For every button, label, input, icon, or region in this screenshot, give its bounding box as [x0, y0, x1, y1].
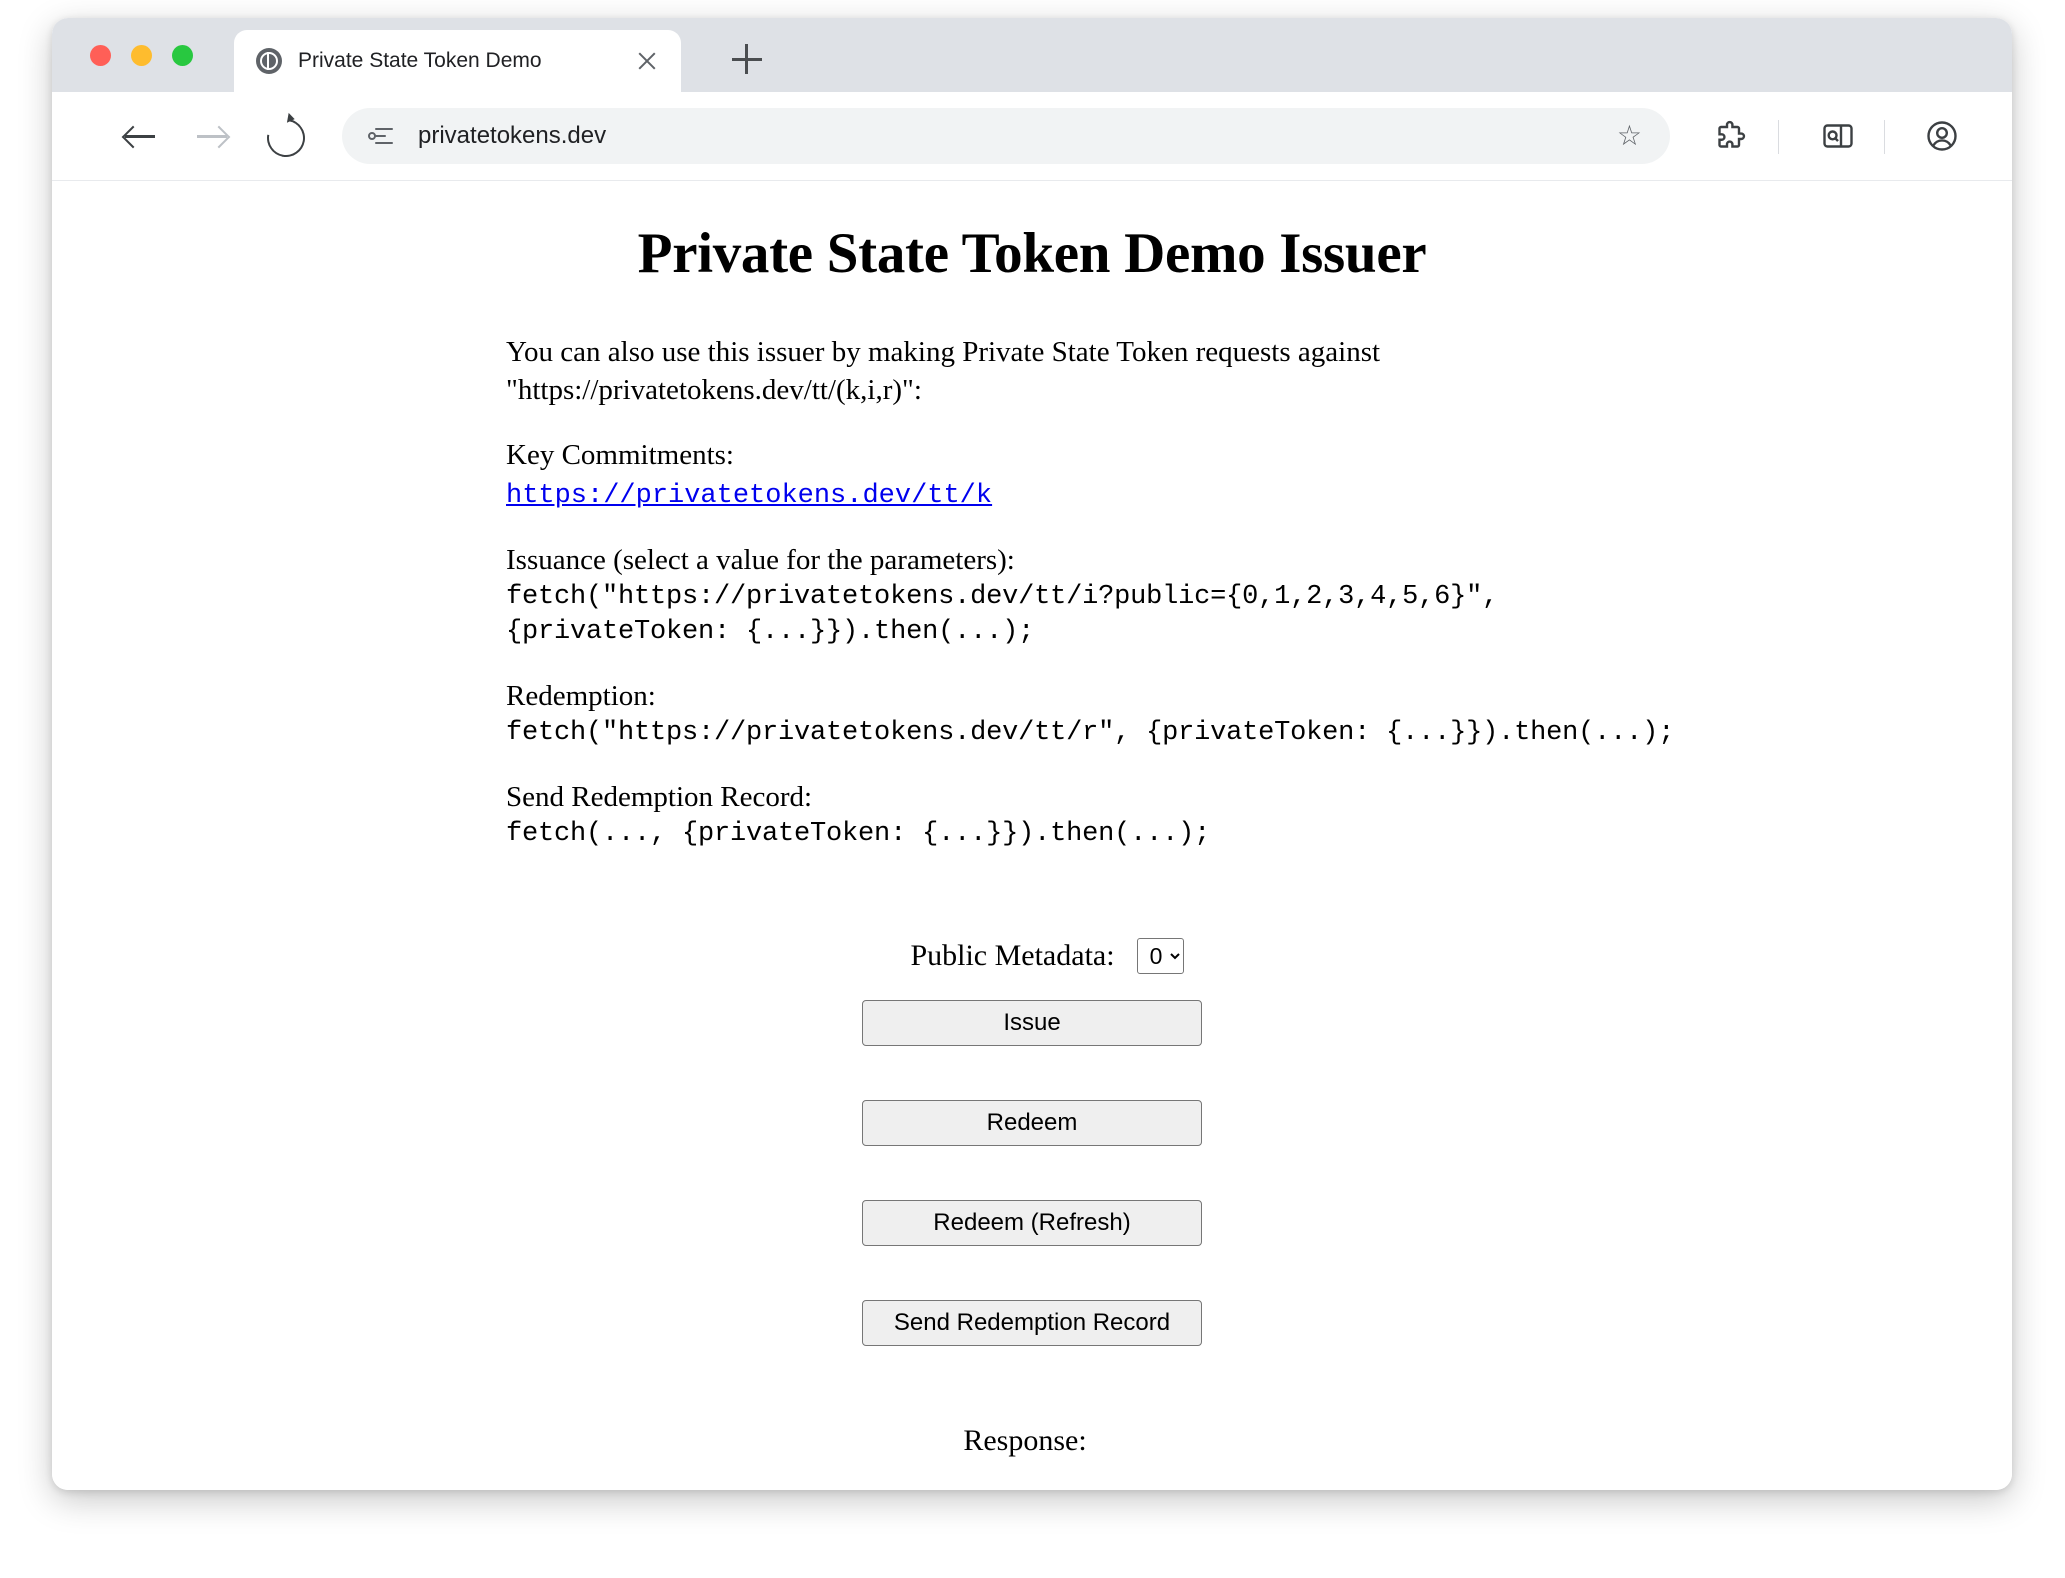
- minimize-window-button[interactable]: [131, 45, 152, 66]
- toolbar-divider: [1884, 120, 1885, 154]
- key-commitments-section: [506, 437, 1806, 514]
- public-metadata-select[interactable]: [1137, 938, 1184, 974]
- response-label: Response:: [963, 1423, 1087, 1457]
- browser-window: [52, 18, 2012, 1490]
- browser-toolbar: [52, 92, 2012, 181]
- send-redemption-record-button[interactable]: Send Redemption Record: [862, 1300, 1202, 1346]
- redemption-section: [506, 678, 1806, 751]
- intro-line-1: You can also use this issuer by making Private State Token requests against: [506, 336, 1381, 368]
- page-body: [506, 334, 1806, 852]
- public-metadata-label: Public Metadata:: [910, 938, 1115, 972]
- issuance-code-line-2: {privateToken: {...}}).then(...);: [506, 616, 1035, 647]
- send-record-label: Send Redemption Record:: [506, 780, 813, 813]
- redemption-code: fetch("https://privatetokens.dev/tt/r", {privateToken: {...}}).then(...);: [506, 717, 1675, 748]
- public-metadata-row: [910, 938, 1183, 974]
- tab-strip: [52, 18, 2012, 92]
- key-commitments-label: Key Commitments:: [506, 439, 734, 472]
- new-tab-icon[interactable]: [732, 44, 762, 74]
- intro-line-2: "https://privatetokens.dev/tt/(k,i,r)":: [506, 373, 922, 406]
- page-content: [52, 181, 2012, 1490]
- send-record-code: fetch(..., {privateToken: {...}}).then(...);: [506, 818, 1211, 849]
- redemption-label: Redemption:: [506, 680, 656, 713]
- issuance-label: Issuance (select a value for the parameters):: [506, 544, 1015, 577]
- toolbar-divider: [1778, 120, 1779, 154]
- reload-icon[interactable]: [264, 116, 304, 156]
- url-text: privatetokens.dev: [418, 122, 607, 149]
- profile-icon[interactable]: [1924, 118, 1960, 154]
- issuer-form: [52, 938, 2012, 1458]
- forward-arrow-icon[interactable]: [192, 116, 232, 156]
- intro-paragraph: [506, 334, 1806, 409]
- maximize-window-button[interactable]: [172, 45, 193, 66]
- site-info-icon[interactable]: [368, 124, 396, 148]
- redeem-refresh-button[interactable]: Redeem (Refresh): [862, 1200, 1202, 1246]
- issue-button[interactable]: Issue: [862, 1000, 1202, 1046]
- send-redemption-record-section: [506, 779, 1806, 852]
- close-window-button[interactable]: [90, 45, 111, 66]
- close-icon[interactable]: [633, 47, 661, 75]
- redeem-button[interactable]: Redeem: [862, 1100, 1202, 1146]
- back-arrow-icon[interactable]: [120, 116, 160, 156]
- page-title: Private State Token Demo Issuer: [637, 222, 1427, 285]
- key-commitments-link[interactable]: https://privatetokens.dev/tt/k: [506, 481, 993, 512]
- browser-tab[interactable]: [234, 30, 681, 92]
- issuance-code-line-1: fetch("https://privatetokens.dev/tt/i?public={0,1,2,3,4,5,6}",: [506, 581, 1499, 612]
- window-controls: [90, 45, 193, 66]
- split-view-icon[interactable]: [1820, 118, 1856, 154]
- issuance-section: [506, 542, 1806, 650]
- address-bar[interactable]: [342, 108, 1670, 164]
- star-icon[interactable]: ☆: [1616, 120, 1642, 151]
- tab-title: Private State Token Demo: [298, 49, 542, 72]
- extensions-icon[interactable]: [1712, 118, 1748, 154]
- globe-icon: [256, 48, 282, 74]
